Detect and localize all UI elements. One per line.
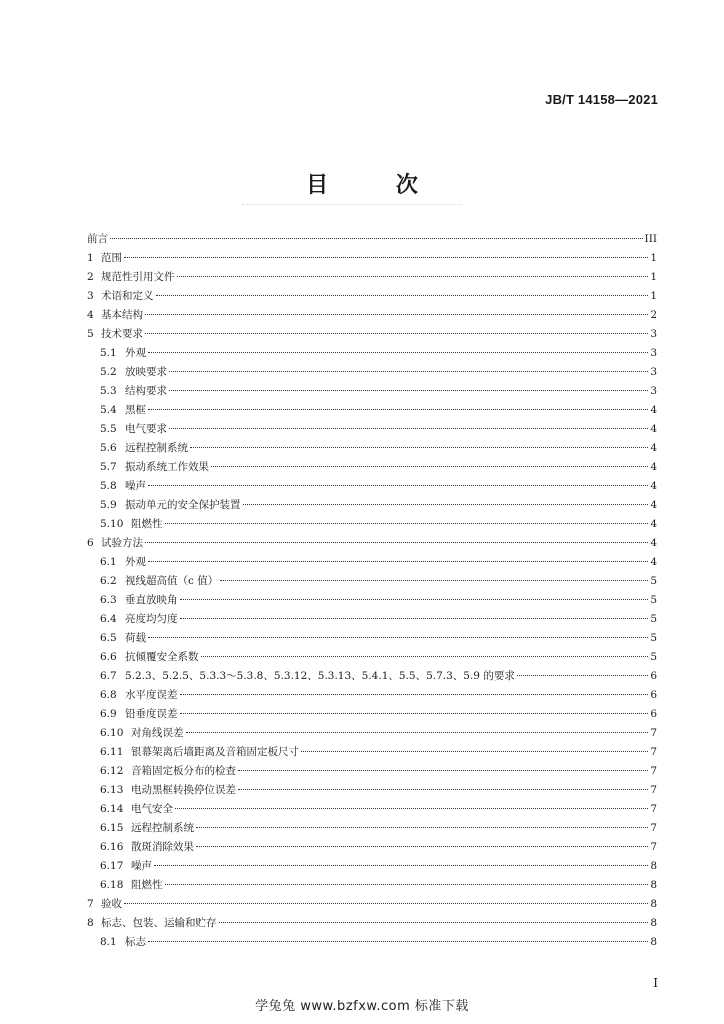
toc-entry-title: 亮度均匀度	[125, 613, 178, 625]
toc-entry-title: 放映要求	[125, 366, 167, 378]
toc-entry-number: 6	[87, 537, 94, 549]
toc-entry[interactable]	[87, 420, 657, 439]
toc-entry-title: 范围	[101, 252, 122, 264]
toc-entry-page: 7	[650, 784, 657, 796]
toc-entry[interactable]	[87, 648, 657, 667]
document-code: JB/T 14158—2021	[545, 92, 658, 107]
toc-dot-leader	[145, 542, 648, 543]
toc-entry-number: 6.4	[100, 613, 117, 625]
toc-entry-page: 8	[650, 917, 657, 929]
toc-dot-leader	[148, 561, 648, 562]
toc-entry-title: 验收	[101, 898, 122, 910]
toc-entry[interactable]	[87, 382, 657, 401]
toc-dot-leader	[175, 808, 648, 809]
page-title: 目 次	[306, 172, 448, 198]
toc-entry-number: 5.3	[100, 385, 117, 397]
toc-entry-page: 4	[650, 480, 657, 492]
toc-entry-number: 8.1	[100, 936, 117, 948]
toc-entry-title: 对角线误差	[131, 727, 184, 739]
toc-entry-title: 振动系统工作效果	[125, 461, 209, 473]
toc-dot-leader	[124, 903, 648, 904]
toc-entry-number: 6.7	[100, 670, 117, 682]
toc-dot-leader	[145, 333, 648, 334]
toc-entry-title: 黑框	[125, 404, 146, 416]
toc-entry[interactable]	[87, 610, 657, 629]
toc-entry[interactable]	[87, 876, 657, 895]
toc-entry[interactable]	[87, 629, 657, 648]
toc-entry-title: 术语和定义	[101, 290, 154, 302]
toc-entry[interactable]	[87, 724, 657, 743]
toc-entry-title: 电气要求	[125, 423, 167, 435]
toc-entry-page: 4	[650, 518, 657, 530]
toc-entry-number: 5.4	[100, 404, 117, 416]
toc-entry-title: 基本结构	[101, 309, 143, 321]
toc-entry-page: 7	[650, 746, 657, 758]
toc-entry-number: 6.17	[100, 860, 124, 872]
toc-entry-number: 1	[87, 252, 94, 264]
toc-entry-title: 规范性引用文件	[101, 271, 175, 283]
toc-entry-page: 4	[650, 499, 657, 511]
toc-entry[interactable]	[87, 249, 657, 268]
toc-entry-page: 8	[650, 860, 657, 872]
toc-entry[interactable]	[87, 515, 657, 534]
toc-entry[interactable]	[87, 914, 657, 933]
toc-entry-page: 1	[650, 290, 657, 302]
toc-entry-page: 4	[650, 556, 657, 568]
toc-entry-page: 8	[650, 936, 657, 948]
toc-entry-number: 6.10	[100, 727, 124, 739]
toc-entry-number: 6.3	[100, 594, 117, 606]
toc-dot-leader	[148, 941, 648, 942]
toc-entry-number: 2	[87, 271, 94, 283]
toc-dot-leader	[196, 827, 648, 828]
toc-entry-number: 7	[87, 898, 94, 910]
toc-entry-title: 外观	[125, 556, 146, 568]
toc-dot-leader	[165, 884, 649, 885]
toc-dot-leader	[169, 428, 648, 429]
toc-entry-title: 远程控制系统	[125, 442, 188, 454]
toc-entry-title: 电动黑框转换停位误差	[131, 784, 236, 796]
table-of-contents	[87, 230, 657, 952]
toc-entry[interactable]	[87, 895, 657, 914]
toc-dot-leader	[145, 314, 648, 315]
toc-dot-leader	[148, 352, 648, 353]
toc-dot-leader	[110, 238, 643, 239]
toc-entry-number: 6.5	[100, 632, 117, 644]
toc-dot-leader	[219, 922, 649, 923]
toc-dot-leader	[148, 637, 648, 638]
toc-entry-number: 5.2	[100, 366, 117, 378]
toc-entry-title: 铅垂度误差	[125, 708, 178, 720]
toc-entry[interactable]	[87, 401, 657, 420]
toc-entry-page: 3	[650, 385, 657, 397]
toc-entry-number: 6.18	[100, 879, 124, 891]
toc-dot-leader	[517, 675, 648, 676]
toc-entry-page: 8	[650, 879, 657, 891]
toc-entry-page: 5	[650, 594, 657, 606]
toc-entry-page: 4	[650, 537, 657, 549]
toc-entry-number: 5.10	[100, 518, 124, 530]
toc-entry-number: 5	[87, 328, 94, 340]
toc-entry-title: 散斑消除效果	[131, 841, 194, 853]
toc-entry[interactable]	[87, 705, 657, 724]
toc-entry[interactable]	[87, 230, 657, 249]
toc-entry-number: 6.14	[100, 803, 124, 815]
toc-entry-number: 5.6	[100, 442, 117, 454]
toc-entry[interactable]	[87, 667, 657, 686]
toc-entry-number: 6.2	[100, 575, 117, 587]
toc-entry-page: 7	[650, 822, 657, 834]
toc-entry[interactable]	[87, 819, 657, 838]
toc-entry-number: 6.8	[100, 689, 117, 701]
toc-entry[interactable]	[87, 781, 657, 800]
toc-dot-leader	[243, 504, 649, 505]
toc-entry-number: 5.8	[100, 480, 117, 492]
toc-entry-page: 6	[650, 708, 657, 720]
watermark-text: 学兔兔 www.bzfxw.com 标准下载	[255, 999, 469, 1014]
toc-entry-number: 6.11	[100, 746, 124, 758]
toc-entry-title: 结构要求	[125, 385, 167, 397]
toc-dot-leader	[154, 865, 648, 866]
toc-entry-title: 振动单元的安全保护装置	[125, 499, 241, 511]
toc-entry-title: 音箱固定板分布的检查	[131, 765, 236, 777]
toc-dot-leader	[211, 466, 648, 467]
toc-entry-number: 6.6	[100, 651, 117, 663]
toc-entry[interactable]	[87, 572, 657, 591]
toc-entry[interactable]	[87, 591, 657, 610]
toc-entry-page: 6	[650, 670, 657, 682]
toc-dot-leader	[238, 770, 648, 771]
toc-entry-number: 5.9	[100, 499, 117, 511]
toc-entry-title: 标志、包装、运输和贮存	[101, 917, 217, 929]
toc-entry-page: 7	[650, 765, 657, 777]
toc-dot-leader	[165, 523, 649, 524]
toc-entry[interactable]	[87, 800, 657, 819]
toc-entry-page: III	[644, 233, 657, 245]
toc-entry-title: 5.2.3、5.2.5、5.3.3～5.3.8、5.3.12、5.3.13、5.4.1、5.5、5.7.3、5.9 的要求	[125, 670, 515, 682]
toc-entry-page: 4	[650, 404, 657, 416]
toc-entry[interactable]	[87, 325, 657, 344]
toc-entry-page: 4	[650, 442, 657, 454]
toc-entry-number: 5.5	[100, 423, 117, 435]
toc-entry-page: 4	[650, 461, 657, 473]
toc-entry-page: 5	[650, 575, 657, 587]
toc-dot-leader	[190, 447, 648, 448]
toc-entry-title: 荷载	[125, 632, 146, 644]
toc-entry-page: 4	[650, 423, 657, 435]
toc-dot-leader	[301, 751, 648, 752]
toc-entry-number: 5.1	[100, 347, 117, 359]
toc-entry-number: 6.15	[100, 822, 124, 834]
toc-entry-page: 1	[650, 271, 657, 283]
toc-entry-number: 5.7	[100, 461, 117, 473]
toc-entry-page: 5	[650, 651, 657, 663]
toc-dot-leader	[169, 371, 648, 372]
toc-entry[interactable]	[87, 838, 657, 857]
toc-dot-leader	[148, 485, 648, 486]
toc-entry-page: 7	[650, 803, 657, 815]
toc-entry-title: 噪声	[125, 480, 146, 492]
toc-entry[interactable]	[87, 287, 657, 306]
toc-entry-page: 7	[650, 727, 657, 739]
toc-entry[interactable]	[87, 933, 657, 952]
toc-entry[interactable]	[87, 477, 657, 496]
toc-entry-page: 2	[650, 309, 657, 321]
toc-entry[interactable]	[87, 553, 657, 572]
toc-dot-leader	[124, 257, 648, 258]
toc-entry-title: 视线超高值（c 值）	[125, 575, 219, 587]
toc-entry[interactable]	[87, 268, 657, 287]
toc-dot-leader	[180, 599, 649, 600]
toc-entry[interactable]	[87, 534, 657, 553]
toc-entry[interactable]	[87, 344, 657, 363]
toc-dot-leader	[177, 276, 649, 277]
toc-entry[interactable]	[87, 857, 657, 876]
toc-entry-title: 阻燃性	[131, 879, 163, 891]
toc-entry-title: 标志	[125, 936, 146, 948]
toc-entry-number: 6.13	[100, 784, 124, 796]
toc-entry-number: 8	[87, 917, 94, 929]
toc-entry-page: 1	[650, 252, 657, 264]
toc-entry-page: 5	[650, 613, 657, 625]
toc-entry[interactable]	[87, 686, 657, 705]
toc-entry[interactable]	[87, 458, 657, 477]
toc-entry-page: 8	[650, 898, 657, 910]
toc-entry-title: 电气安全	[131, 803, 173, 815]
toc-dot-leader	[180, 713, 649, 714]
toc-dot-leader	[180, 694, 649, 695]
toc-entry-title: 抗倾覆安全系数	[125, 651, 199, 663]
toc-entry-title: 银幕架离后墙距离及音箱固定板尺寸	[131, 746, 299, 758]
toc-entry-title: 垂直放映角	[125, 594, 178, 606]
title-divider	[242, 204, 462, 206]
toc-entry-title: 试验方法	[101, 537, 143, 549]
toc-entry-title: 噪声	[131, 860, 152, 872]
toc-dot-leader	[201, 656, 649, 657]
toc-entry-number: 3	[87, 290, 94, 302]
page-number: I	[653, 976, 658, 990]
toc-entry[interactable]	[87, 743, 657, 762]
toc-entry[interactable]	[87, 762, 657, 781]
toc-entry-page: 3	[650, 347, 657, 359]
toc-dot-leader	[180, 618, 649, 619]
toc-entry-number: 6.1	[100, 556, 117, 568]
toc-entry-page: 5	[650, 632, 657, 644]
toc-entry-number: 6.9	[100, 708, 117, 720]
toc-entry-page: 3	[650, 366, 657, 378]
toc-dot-leader	[169, 390, 648, 391]
toc-entry-number: 6.12	[100, 765, 124, 777]
toc-entry-number: 4	[87, 309, 94, 321]
toc-dot-leader	[196, 846, 648, 847]
toc-entry[interactable]	[87, 439, 657, 458]
toc-dot-leader	[156, 295, 649, 296]
toc-entry-title: 阻燃性	[131, 518, 163, 530]
toc-entry-page: 6	[650, 689, 657, 701]
toc-entry-title: 远程控制系统	[131, 822, 194, 834]
toc-entry-title: 前言	[87, 233, 108, 245]
toc-dot-leader	[148, 409, 648, 410]
toc-entry-title: 外观	[125, 347, 146, 359]
toc-entry-title: 技术要求	[101, 328, 143, 340]
toc-entry[interactable]	[87, 363, 657, 382]
toc-dot-leader	[238, 789, 648, 790]
toc-entry[interactable]	[87, 496, 657, 515]
toc-entry[interactable]	[87, 306, 657, 325]
toc-entry-page: 7	[650, 841, 657, 853]
toc-entry-number: 6.16	[100, 841, 124, 853]
toc-entry-page: 3	[650, 328, 657, 340]
toc-entry-title: 水平度误差	[125, 689, 178, 701]
toc-dot-leader	[186, 732, 649, 733]
toc-dot-leader	[220, 580, 648, 581]
